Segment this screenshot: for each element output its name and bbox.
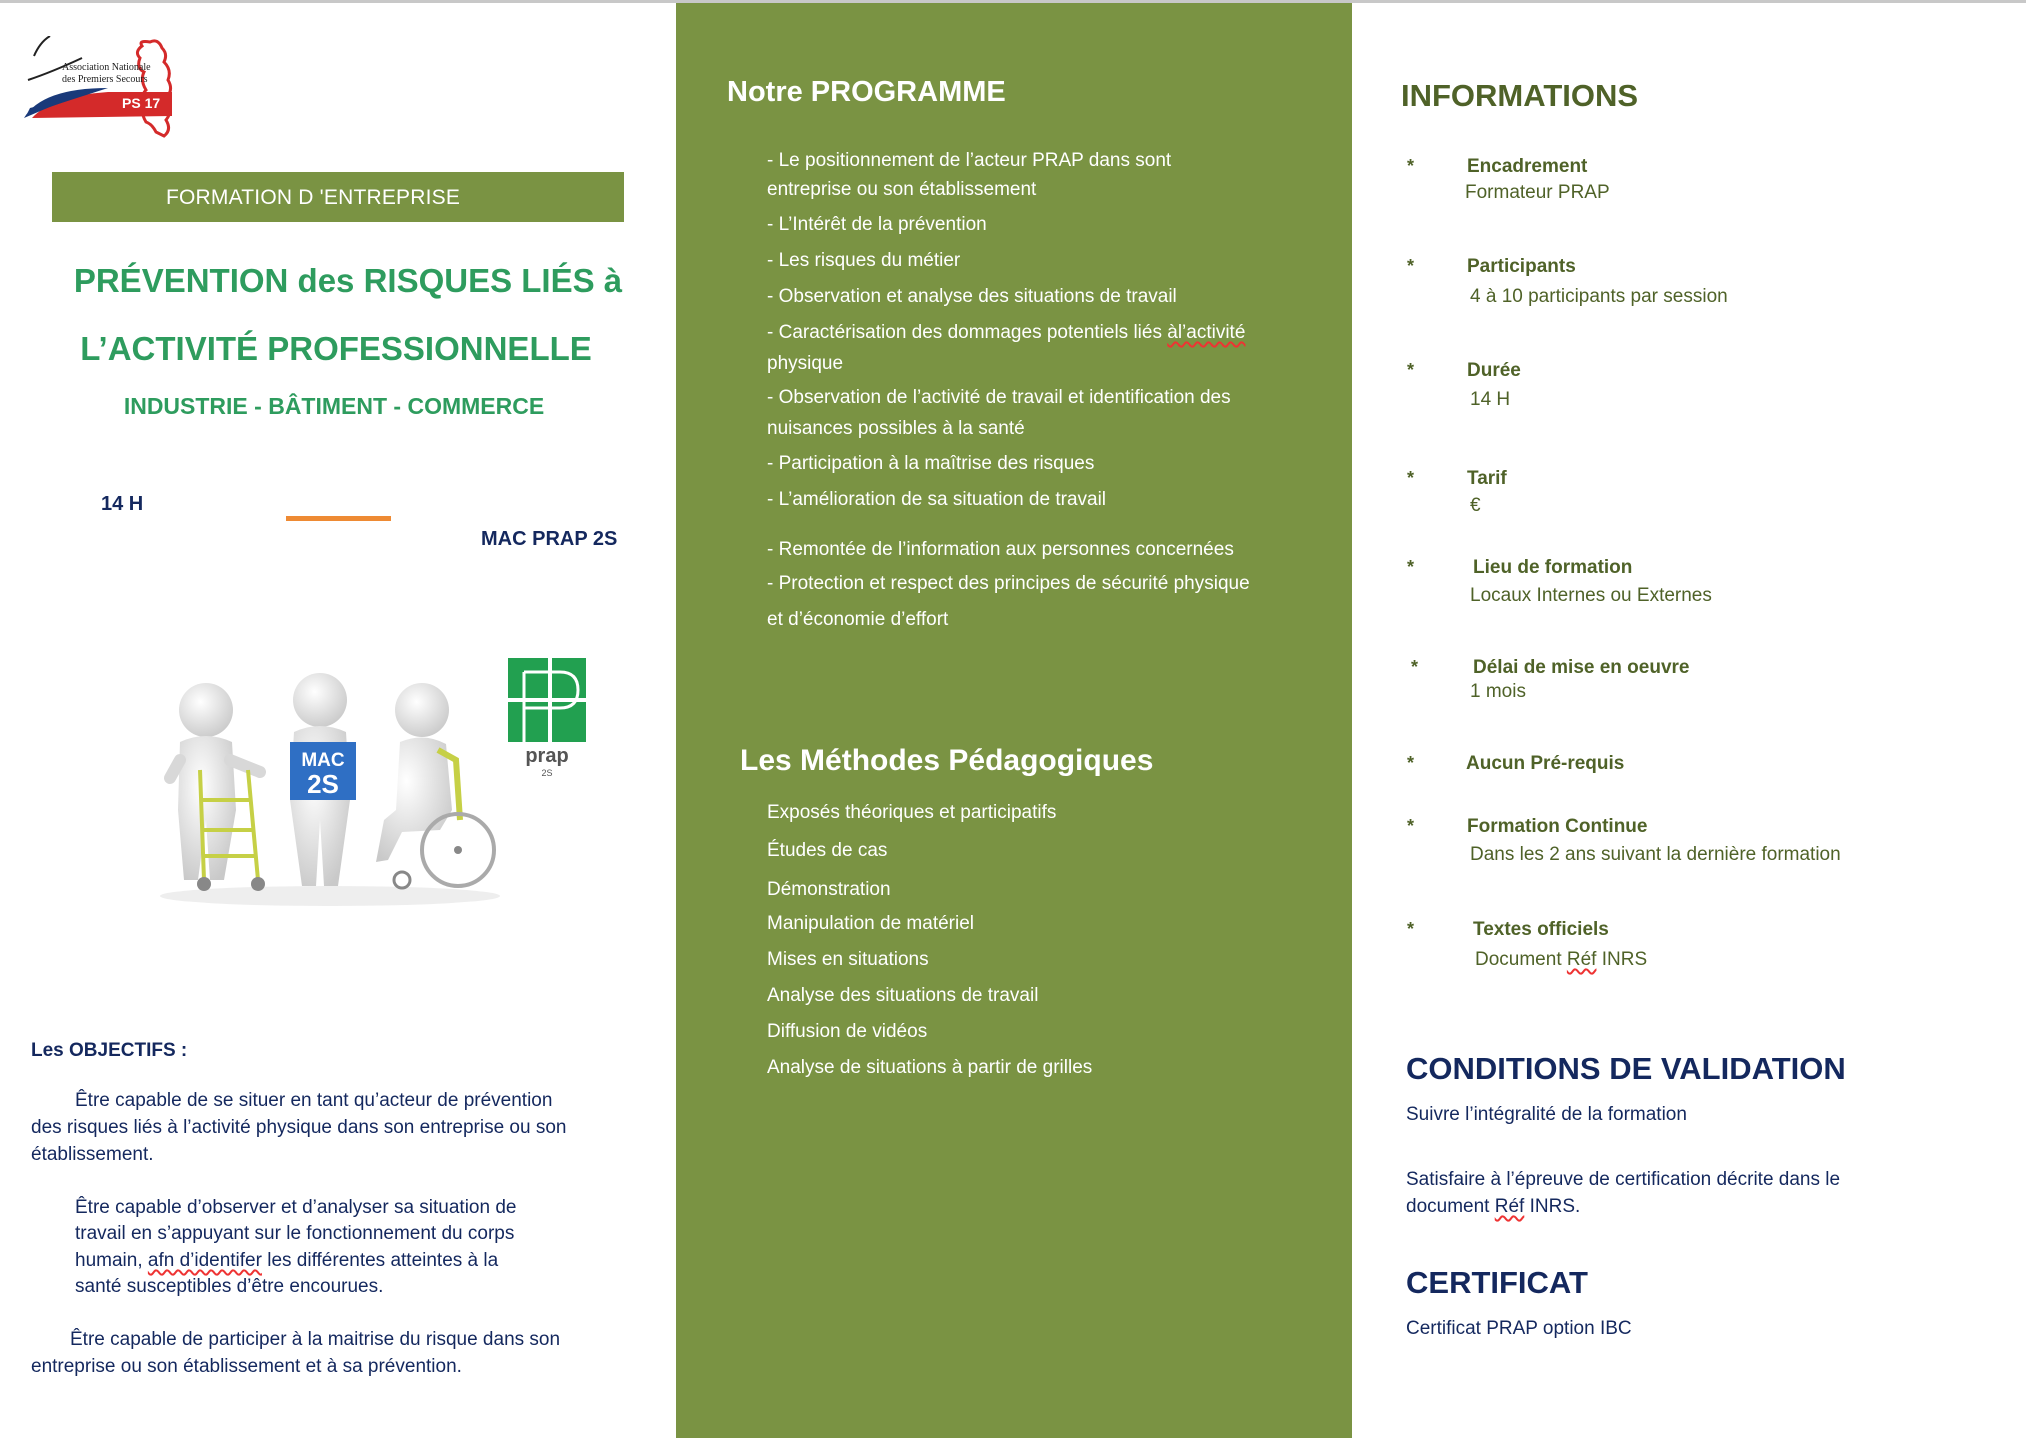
sign-line-1: MAC bbox=[301, 750, 345, 771]
bullet-asterisk: * bbox=[1407, 816, 1415, 836]
programme-item: - Les risques du métier bbox=[767, 250, 961, 271]
info-value: € bbox=[1470, 495, 1481, 516]
programme-item: - Participation à la maîtrise des risques bbox=[767, 453, 1095, 474]
objective-text: des risques liés à l’activité physique dans son entreprise ou son bbox=[31, 1117, 567, 1138]
objective-text bbox=[75, 1250, 498, 1272]
objective-text: entreprise ou son établissement et à sa prévention. bbox=[31, 1356, 462, 1377]
prap-illustration bbox=[140, 650, 590, 910]
info-value: 14 H bbox=[1470, 389, 1511, 410]
programme-heading: Notre PROGRAMME bbox=[727, 76, 1006, 108]
logo-text-2: des Premiers Secours bbox=[62, 74, 148, 85]
info-label: Délai de mise en oeuvre bbox=[1473, 657, 1690, 678]
info-value: Locaux Internes ou Externes bbox=[1470, 585, 1712, 606]
programme-item bbox=[767, 322, 1245, 344]
certificate-heading: CERTIFICAT bbox=[1406, 1265, 1588, 1300]
prap-logo bbox=[508, 658, 586, 778]
bullet-asterisk: * bbox=[1407, 919, 1415, 939]
objective-text: travail en s’appuyant sur le fonctionnement du corps bbox=[75, 1223, 515, 1244]
method-item: Diffusion de vidéos bbox=[767, 1021, 928, 1042]
programme-item: entreprise ou son établissement bbox=[767, 179, 1037, 200]
course-code: MAC PRAP 2S bbox=[481, 528, 618, 550]
info-value-fragment: INRS bbox=[1596, 949, 1648, 970]
logo-badge: PS 17 bbox=[122, 95, 161, 111]
objectives-heading: Les OBJECTIFS : bbox=[31, 1040, 188, 1061]
formation-banner bbox=[52, 172, 624, 222]
logo-text-1: Association Nationale bbox=[62, 62, 151, 73]
bullet-asterisk: * bbox=[1407, 557, 1415, 577]
programme-item: - Protection et respect des principes de sécurité physique bbox=[767, 573, 1250, 594]
sign-line-2: 2S bbox=[307, 769, 339, 799]
objective-text: Être capable d’observer et d’analyser sa situation de bbox=[75, 1197, 517, 1218]
programme-item: physique bbox=[767, 353, 844, 374]
method-item: Exposés théoriques et participatifs bbox=[767, 802, 1057, 823]
info-label: Formation Continue bbox=[1467, 816, 1648, 837]
method-item: Études de cas bbox=[767, 840, 888, 861]
bullet-asterisk: * bbox=[1407, 468, 1415, 488]
prap-logo-sub: 2S bbox=[541, 768, 553, 778]
banner-label: FORMATION D 'ENTREPRISE bbox=[166, 186, 461, 209]
method-item: Démonstration bbox=[767, 879, 891, 900]
info-label: Encadrement bbox=[1467, 156, 1588, 177]
programme-item: - L’Intérêt de la prévention bbox=[767, 214, 987, 235]
info-label: Durée bbox=[1467, 360, 1521, 381]
duration-label: 14 H bbox=[101, 493, 144, 515]
orange-divider bbox=[286, 516, 391, 521]
title-line-2: L’ACTIVITÉ PROFESSIONNELLE bbox=[80, 330, 592, 367]
info-value-fragment: Document bbox=[1475, 949, 1567, 970]
figure-sign bbox=[290, 673, 356, 886]
validation-fragment: document bbox=[1406, 1196, 1495, 1217]
spellcheck-flagged-text: Réf bbox=[1566, 949, 1597, 970]
objective-fragment: humain, bbox=[75, 1250, 148, 1271]
info-value: Formateur PRAP bbox=[1465, 182, 1610, 203]
prap-logo-text: prap bbox=[525, 745, 569, 767]
programme-fragment: - Caractérisation des dommages potentiels liés bbox=[767, 322, 1168, 343]
info-value: 4 à 10 participants par session bbox=[1470, 286, 1728, 307]
validation-heading: CONDITIONS DE VALIDATION bbox=[1406, 1051, 1846, 1086]
subtitle-sectors: INDUSTRIE - BÂTIMENT - COMMERCE bbox=[123, 393, 545, 419]
method-item: Manipulation de matériel bbox=[767, 913, 975, 934]
figure-walker bbox=[170, 683, 265, 891]
programme-item: - Remontée de l’information aux personnes concernées bbox=[767, 539, 1234, 560]
validation-text-3 bbox=[1406, 1196, 1580, 1218]
spellcheck-flagged-text: àl’activité bbox=[1167, 322, 1246, 343]
programme-item: - Observation et analyse des situations de travail bbox=[767, 286, 1177, 307]
bullet-asterisk: * bbox=[1407, 256, 1415, 276]
programme-item: et d’économie d’effort bbox=[767, 609, 949, 630]
info-label: Lieu de formation bbox=[1473, 557, 1633, 578]
method-item: Analyse des situations de travail bbox=[767, 985, 1039, 1006]
info-value bbox=[1475, 949, 1647, 971]
info-label: Tarif bbox=[1467, 468, 1507, 489]
figure-wheelchair bbox=[376, 683, 494, 888]
validation-text-1: Suivre l’intégralité de la formation bbox=[1406, 1104, 1687, 1125]
bullet-asterisk: * bbox=[1407, 360, 1415, 380]
programme-item: - Le positionnement de l’acteur PRAP dans sont bbox=[767, 150, 1172, 171]
info-label: Aucun Pré-requis bbox=[1466, 753, 1625, 774]
bullet-asterisk: * bbox=[1407, 753, 1415, 773]
association-logo bbox=[22, 36, 192, 140]
objective-text: santé susceptibles d’être encourues. bbox=[75, 1276, 384, 1297]
certificate-text: Certificat PRAP option IBC bbox=[1406, 1318, 1632, 1339]
objective-text: Être capable de participer à la maitrise du risque dans son bbox=[70, 1329, 561, 1350]
info-label: Textes officiels bbox=[1473, 919, 1609, 940]
objective-text: Être capable de se situer en tant qu’acteur de prévention bbox=[75, 1090, 553, 1111]
validation-text-2: Satisfaire à l’épreuve de certification décrite dans le bbox=[1406, 1169, 1841, 1190]
bullet-asterisk: * bbox=[1407, 156, 1415, 176]
method-item: Analyse de situations à partir de grilles bbox=[767, 1057, 1093, 1078]
programme-item: - Observation de l’activité de travail et identification des bbox=[767, 387, 1231, 408]
informations-heading: INFORMATIONS bbox=[1401, 78, 1639, 113]
validation-fragment: INRS. bbox=[1524, 1196, 1581, 1217]
info-value: Dans les 2 ans suivant la dernière formation bbox=[1470, 844, 1841, 865]
method-item: Mises en situations bbox=[767, 949, 929, 970]
programme-item: nuisances possibles à la santé bbox=[767, 418, 1025, 439]
spellcheck-flagged-text: Réf bbox=[1494, 1196, 1525, 1217]
bullet-asterisk: * bbox=[1411, 657, 1419, 677]
title-line-1: PRÉVENTION des RISQUES LIÉS à bbox=[73, 262, 623, 299]
objective-fragment: les différentes atteintes à la bbox=[261, 1250, 499, 1271]
spellcheck-flagged-text: afn d’identifer bbox=[147, 1250, 262, 1271]
programme-item: - L’amélioration de sa situation de travail bbox=[767, 489, 1107, 510]
info-value: 1 mois bbox=[1470, 681, 1526, 702]
info-label: Participants bbox=[1467, 256, 1576, 277]
methods-heading: Les Méthodes Pédagogiques bbox=[740, 744, 1154, 777]
objective-text: établissement. bbox=[31, 1144, 154, 1165]
